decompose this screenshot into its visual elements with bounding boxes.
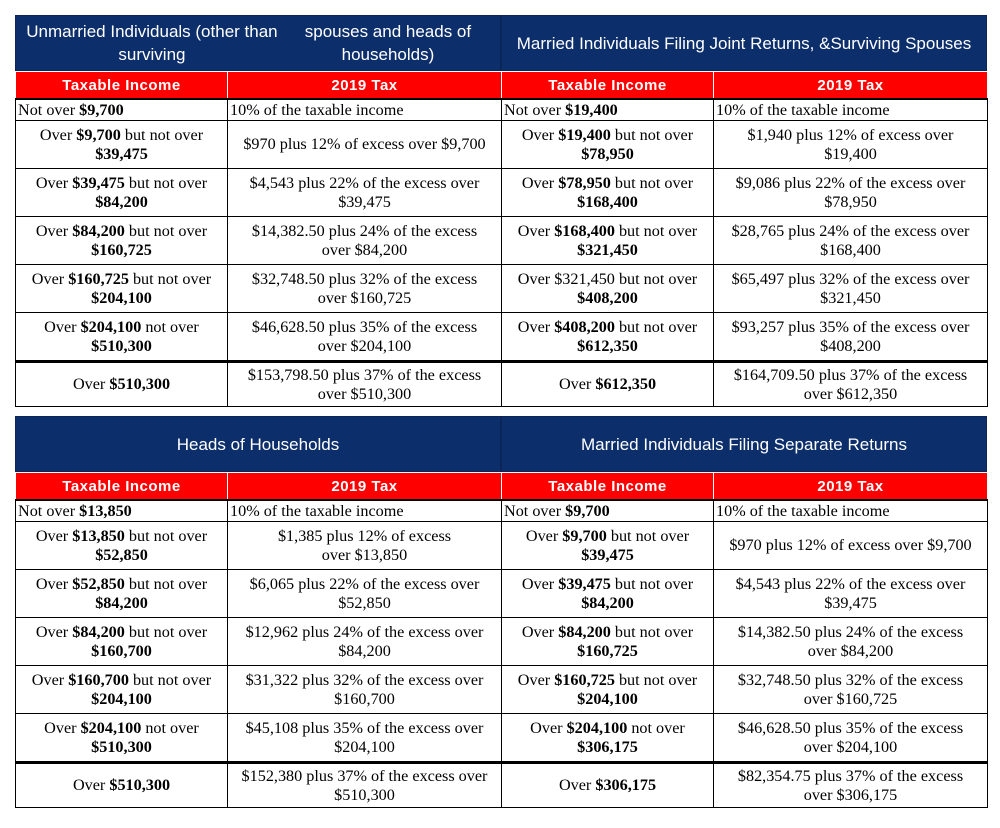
tax-line-2: over $204,100 [317,336,412,355]
income-upper-bound: $510,300 [91,737,152,756]
tax-line-2: $39,475 [338,192,391,211]
income-upper-bound: $78,950 [581,144,634,163]
income-prefix: Over [35,574,73,593]
income-connector: but not over [124,526,208,545]
table-row [16,666,502,714]
income-connector: but not over [124,221,208,240]
income-cell [16,714,228,763]
income-prefix: Over [31,670,69,689]
table-row [502,217,988,265]
table-row [16,169,502,217]
income-cell [502,265,714,313]
income-cell [16,618,228,666]
income-cell [502,362,714,407]
tax-line-1: $46,628.50 plus 35% of the excess [251,317,478,336]
table-row [16,121,502,169]
income-cell [16,99,228,121]
income-prefix: Over [521,173,559,192]
separate-panel [501,416,987,808]
income-upper-bound: $160,725 [577,641,638,660]
income-lower-bound: $510,300 [109,375,171,393]
tax-line-2: over $510,300 [317,384,412,403]
tax-line-1: $28,765 plus 24% of the excess over [731,221,970,240]
income-cell [16,763,228,808]
income-cell [16,217,228,265]
tax-line-2: over $612,350 [803,384,898,403]
bracket-table [501,472,988,808]
income-lower-bound: $408,200 [554,317,615,336]
income-connector: but not over [128,269,212,288]
col-header-taxable-income: Taxable Income [502,72,714,100]
table-row [16,570,502,618]
tax-cell [228,313,502,362]
income-prefix: Over [44,317,81,336]
table-row [16,265,502,313]
tax-cell [714,362,988,407]
income-lower-bound: $39,475 [558,574,611,593]
table-row [502,99,988,121]
income-cell [502,313,714,362]
tax-cell [228,763,502,808]
bracket-table [501,71,988,407]
income-connector: but not over [610,173,694,192]
income-lower-bound: $19,400 [558,125,611,144]
panel-title-line-1: Unmarried Individuals (other than surviving [26,22,278,64]
table-row [502,500,988,522]
table-row [16,313,502,362]
income-cell [16,570,228,618]
tax-cell [228,618,502,666]
income-upper-bound: $204,100 [577,689,638,708]
tax-line-1: 10% of the taxable income [230,100,404,119]
income-upper-bound: $306,175 [577,737,638,756]
income-prefix: Not over [18,100,80,119]
panel-title-line-1: Heads of Households [176,434,340,454]
income-connector: not over [141,718,199,737]
income-cell [502,217,714,265]
tax-line-1: $4,543 plus 22% of the excess over [249,173,480,192]
tax-cell [714,666,988,714]
tax-cell [228,217,502,265]
tax-line-1: $14,382.50 plus 24% of the excess [737,622,964,641]
income-prefix: Over [31,269,69,288]
income-prefix: Over [72,375,110,393]
table-row [16,618,502,666]
income-lower-bound: $78,950 [558,173,611,192]
tax-line-1: 10% of the taxable income [716,100,890,119]
income-cell [16,522,228,570]
income-upper-bound: $204,100 [91,288,152,307]
panel-title [15,15,501,71]
table-row [16,362,502,407]
tax-line-2: $84,200 [338,641,391,660]
income-cell [16,265,228,313]
tax-cell [714,714,988,763]
tax-line-2: over $204,100 [803,737,898,756]
income-cell [502,666,714,714]
tax-cell [228,121,502,169]
income-prefix: Over $321,450 but not over [517,269,698,288]
tax-line-2: over $84,200 [807,641,894,660]
income-cell [502,169,714,217]
income-lower-bound: $160,725 [68,269,129,288]
tax-line-2: $408,200 [820,336,881,355]
tax-cell [714,217,988,265]
table-row [502,313,988,362]
income-upper-bound: $168,400 [577,192,638,211]
income-prefix: Over [35,221,73,240]
tax-line-2: over $84,200 [321,240,408,259]
table-row [502,666,988,714]
income-upper-bound: $204,100 [91,689,152,708]
income-cell [502,522,714,570]
tax-line-1: $12,962 plus 24% of the excess over [245,622,484,641]
panel-title-line-2: spouses and heads of households) [304,22,472,64]
col-header-taxable-income: Taxable Income [502,473,714,501]
tax-line-1: $152,380 plus 37% of the excess over [241,766,488,785]
tax-line-2: over $13,850 [321,545,408,564]
tax-line-2: $160,700 [334,689,395,708]
tax-line-2: $204,100 [334,737,395,756]
income-lower-bound: $204,100 [80,317,142,336]
tax-line-1: $46,628.50 plus 35% of the excess [737,718,964,737]
income-cell [502,618,714,666]
income-connector: but not over [128,670,212,689]
income-upper-bound: $52,850 [95,545,148,564]
income-upper-bound: $160,725 [91,240,152,259]
panel-title [501,15,987,71]
income-lower-bound: $9,700 [76,125,121,144]
heads-of-households-panel [15,416,501,808]
income-lower-bound: $612,350 [595,375,657,393]
col-header-taxable-income: Taxable Income [16,473,228,501]
income-lower-bound: $84,200 [72,622,125,641]
income-cell [16,313,228,362]
bracket-table [15,472,502,808]
income-connector: but not over [124,173,208,192]
income-cell [502,121,714,169]
table-row [16,763,502,808]
tax-cell [228,265,502,313]
income-cell [16,362,228,407]
income-lower-bound: $13,850 [79,501,132,520]
col-header-2019-tax: 2019 Tax [228,473,502,501]
tax-cell [228,522,502,570]
income-upper-bound: $84,200 [95,593,148,612]
tax-line-2: $168,400 [820,240,881,259]
tax-cell [714,313,988,362]
income-prefix: Over [558,776,596,794]
income-lower-bound: $84,200 [558,622,611,641]
tax-line-1: $65,497 plus 32% of the excess over [731,269,970,288]
income-prefix: Over [517,317,555,336]
tax-line-2: $52,850 [338,593,391,612]
income-lower-bound: $19,400 [565,100,618,119]
income-connector: but not over [606,526,690,545]
income-upper-bound: $160,700 [91,641,152,660]
tax-line-2: over $306,175 [803,785,898,804]
tax-line-1: $32,748.50 plus 32% of the excess [251,269,478,288]
income-upper-bound: $321,450 [577,240,638,259]
tax-cell [714,570,988,618]
income-prefix: Over [35,526,73,545]
table-row [502,362,988,407]
income-prefix: Over [517,670,555,689]
tax-cell [228,362,502,407]
income-lower-bound: $306,175 [595,776,657,794]
income-cell [502,714,714,763]
tax-line-1: $4,543 plus 22% of the excess over [735,574,966,593]
income-cell [16,169,228,217]
income-lower-bound: $168,400 [554,221,615,240]
income-cell [502,570,714,618]
income-lower-bound: $52,850 [72,574,125,593]
income-connector: but not over [614,221,698,240]
col-header-2019-tax: 2019 Tax [714,473,988,501]
tax-cell [228,714,502,763]
income-connector: but not over [614,670,698,689]
table-row [502,618,988,666]
income-prefix: Over [44,718,81,737]
income-prefix: Over [521,622,559,641]
tax-line-2: over $160,725 [317,288,412,307]
income-upper-bound: $84,200 [581,593,634,612]
income-upper-bound: $612,350 [577,336,638,355]
income-connector: not over [141,317,199,336]
income-prefix: Not over [18,501,80,520]
tax-line-1: $970 plus 12% of excess over $9,700 [243,135,486,153]
income-prefix: Over [521,574,559,593]
income-prefix: Over [558,375,596,393]
tax-cell [714,169,988,217]
income-lower-bound: $160,725 [554,670,615,689]
tax-cell [714,500,988,522]
tax-line-1: $93,257 plus 35% of the excess over [731,317,970,336]
tax-cell [714,522,988,570]
income-upper-bound: $39,475 [581,545,634,564]
income-connector: but not over [120,125,204,144]
tax-line-1: $32,748.50 plus 32% of the excess [737,670,964,689]
tax-line-2: over $160,725 [803,689,898,708]
tax-line-2: $39,475 [824,593,877,612]
tax-line-1: $1,940 plus 12% of excess over [747,125,954,144]
col-header-2019-tax: 2019 Tax [228,72,502,100]
tax-line-1: $6,065 plus 22% of the excess over [249,574,480,593]
table-row [16,99,502,121]
tax-line-1: $14,382.50 plus 24% of the excess [251,221,478,240]
tax-line-1: $82,354.75 plus 37% of the excess [737,766,964,785]
income-cell [16,666,228,714]
tax-line-1: $31,322 plus 32% of the excess over [245,670,484,689]
table-row [16,500,502,522]
tax-line-2: $321,450 [820,288,881,307]
tax-line-2: $78,950 [824,192,877,211]
tax-cell [714,618,988,666]
income-lower-bound: $204,100 [566,718,628,737]
panel-title [501,416,987,472]
table-row [502,169,988,217]
tax-line-1: $153,798.50 plus 37% of the excess [247,365,482,384]
income-cell [502,500,714,522]
income-connector: not over [627,718,685,737]
income-lower-bound: $204,100 [80,718,142,737]
panel-title-line-2: Surviving Spouses [830,33,972,53]
income-lower-bound: $84,200 [72,221,125,240]
table-row [16,714,502,763]
tax-cell [714,763,988,808]
panel-title-line-1: Married Individuals Filing Separate Returns [581,434,907,454]
table-row [502,121,988,169]
tax-cell [228,570,502,618]
income-prefix: Over [35,622,73,641]
table-row [502,763,988,808]
table-row [502,714,988,763]
income-lower-bound: $510,300 [109,776,171,794]
income-prefix: Over [35,173,73,192]
income-lower-bound: $9,700 [79,100,124,119]
income-prefix: Over [521,125,559,144]
table-row [502,570,988,618]
income-prefix: Over [517,221,555,240]
income-lower-bound: $160,700 [68,670,129,689]
tax-cell [714,265,988,313]
panel-title [15,416,501,472]
tax-line-1: $970 plus 12% of excess over $9,700 [729,536,972,554]
table-row [502,522,988,570]
income-lower-bound: $13,850 [72,526,125,545]
income-cell [16,121,228,169]
income-upper-bound: $84,200 [95,192,148,211]
tax-cell [228,666,502,714]
tax-cell [228,500,502,522]
tax-line-1: 10% of the taxable income [230,501,404,520]
bracket-table [15,71,502,407]
income-cell [502,763,714,808]
income-prefix: Over [72,776,110,794]
income-connector: but not over [610,574,694,593]
income-prefix: Over [39,125,77,144]
income-connector: but not over [610,622,694,641]
tax-line-2: $19,400 [824,144,877,163]
tax-cell [228,169,502,217]
table-row [502,265,988,313]
income-cell [16,500,228,522]
tax-cell [714,121,988,169]
income-prefix: Not over [504,501,566,520]
income-lower-bound: $9,700 [565,501,610,520]
joint-panel [501,15,987,407]
income-upper-bound: $39,475 [95,144,148,163]
tax-line-1: $164,709.50 plus 37% of the excess [733,365,968,384]
tax-line-1: $45,108 plus 35% of the excess over [245,718,484,737]
tax-line-1: $1,385 plus 12% of excess [277,526,452,545]
income-cell [502,99,714,121]
tax-cell [228,99,502,121]
income-prefix: Not over [504,100,566,119]
income-prefix: Over [530,718,567,737]
unmarried-panel [15,15,501,407]
tax-cell [714,99,988,121]
income-upper-bound: $408,200 [577,288,638,307]
income-lower-bound: $9,700 [562,526,607,545]
col-header-taxable-income: Taxable Income [16,72,228,100]
panel-title-line-1: Married Individuals Filing Joint Returns, & [516,33,831,53]
income-lower-bound: $39,475 [72,173,125,192]
income-prefix: Over [525,526,563,545]
income-upper-bound: $510,300 [91,336,152,355]
income-connector: but not over [124,574,208,593]
col-header-2019-tax: 2019 Tax [714,72,988,100]
income-connector: but not over [124,622,208,641]
income-connector: but not over [614,317,698,336]
income-connector: but not over [610,125,694,144]
table-row [16,522,502,570]
table-row [16,217,502,265]
tax-line-1: $9,086 plus 22% of the excess over [735,173,966,192]
tax-line-1: 10% of the taxable income [716,501,890,520]
tax-line-2: $510,300 [334,785,395,804]
